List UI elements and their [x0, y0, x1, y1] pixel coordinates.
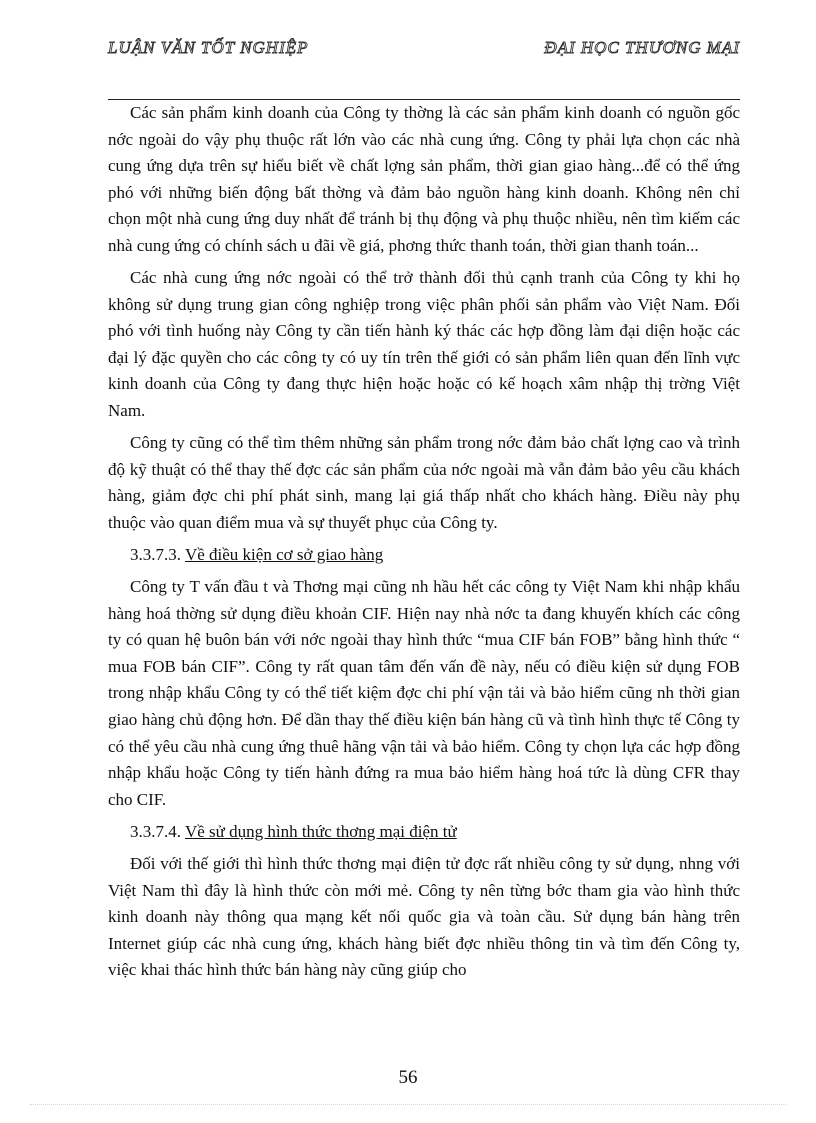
section-title: Về điều kiện cơ sở giao hàng: [184, 545, 384, 564]
page-number: 56: [398, 1067, 418, 1088]
section-heading-3-3-7-3: [108, 542, 740, 569]
header-left-title: LUẬN VĂN TỐT NGHIỆP: [108, 38, 309, 57]
document-body: [108, 100, 740, 990]
paragraph: Các sản phẩm kinh doanh của Công ty thờng là các sản phẩm kinh doanh có nguồn gốc nớc ngoài do vậy phụ thuộc rất lớn vào các nhà cung ứng. Công ty phải lựa chọn các nhà cung ứng dựa trên sự hiểu biết về chất lợng sản phẩm, thời gian giao hàng...để có thể ứng phó với những biến động bất thờng và đảm bảo nguồn hàng kinh doanh. Không nên chỉ chọn một nhà cung ứng duy nhất để tránh bị thụ động và phụ thuộc nhiều, nên tìm kiếm các nhà cung ứng có chính sách u đãi về giá, phơng thức thanh toán, thời gian thanh toán...: [108, 103, 740, 255]
section-number: 3.3.7.4.: [130, 821, 181, 841]
page-header: [108, 38, 740, 68]
header-right-title: ĐẠI HỌC THƯƠNG MẠI: [544, 38, 740, 57]
footer-dotted-line: [30, 1104, 786, 1105]
paragraph: Các nhà cung ứng nớc ngoài có thể trở thành đối thủ cạnh tranh của Công ty khi họ không sử dụng trung gian công nghiệp trong việc phân phối sản phẩm vào Việt Nam. Đối phó với tình huống này Công ty cần tiến hành ký thác các hợp đồng làm đại diện hoặc các đại lý đặc quyền cho các công ty có uy tín trên thế giới có sản phẩm liên quan đến lĩnh vực kinh doanh của Công ty đang thực hiện hoặc hoặc có kế hoạch xâm nhập thị trờng Việt Nam.: [108, 268, 740, 421]
paragraph: Công ty T vấn đầu t và Thơng mại cũng nh hầu hết các công ty Việt Nam khi nhập khẩu hàng hoá thờng sử dụng điều khoản CIF. Hiện nay nhà nớc ta đang khuyến khích các công ty có quan hệ buôn bán với nớc ngoài thay hình thức “mua CIF bán FOB” bằng hình thức “ mua FOB bán CIF”. Công ty rất quan tâm đến vấn đề này, nếu có điều kiện sử dụng FOB trong nhập khẩu Công ty có thể tiết kiệm đợc chi phí vận tải và bảo hiểm cũng nh thời gian giao hàng chủ động hơn. Để dần thay thế điều kiện bán hàng cũ và tình hình thực tế Công ty có thể yêu cầu nhà cung ứng thuê hãng vận tải và bảo hiểm. Công ty chọn lựa các hợp đồng nhập khẩu hoặc Công ty tiến hành đứng ra mua bảo hiểm hàng hoá tức là dùng CFR thay cho CIF.: [108, 577, 740, 809]
section-title: Về sử dụng hình thức thơng mại điện tử: [184, 821, 457, 841]
section-number: 3.3.7.3.: [130, 545, 181, 564]
section-heading-3-3-7-4: [108, 819, 740, 846]
paragraph: Đối với thế giới thì hình thức thơng mại điện tử đợc rất nhiều công ty sử dụng, nhng với Việt Nam thì đây là hình thức còn mới mẻ. Công ty nên từng bớc tham gia vào hình thức kinh doanh này thông qua mạng kết nối quốc gia và toàn cầu. Sử dụng bán hàng trên Internet giúp các nhà cung ứng, khách hàng biết đợc nhiều thông tin và tìm đến Công ty, việc khai thác hình thức bán hàng này cũng giúp cho: [108, 854, 740, 980]
paragraph: Công ty cũng có thể tìm thêm những sản phẩm trong nớc đảm bảo chất lợng cao và trình độ kỹ thuật có thể thay thế đợc các sản phẩm của nớc ngoài mà vẫn đảm bảo yêu cầu khách hàng, giảm đợc chi phí phát sinh, mang lại giá thấp nhất cho khách hàng. Điều này phụ thuộc vào quan điểm mua và sự thuyết phục của Công ty.: [108, 433, 740, 532]
